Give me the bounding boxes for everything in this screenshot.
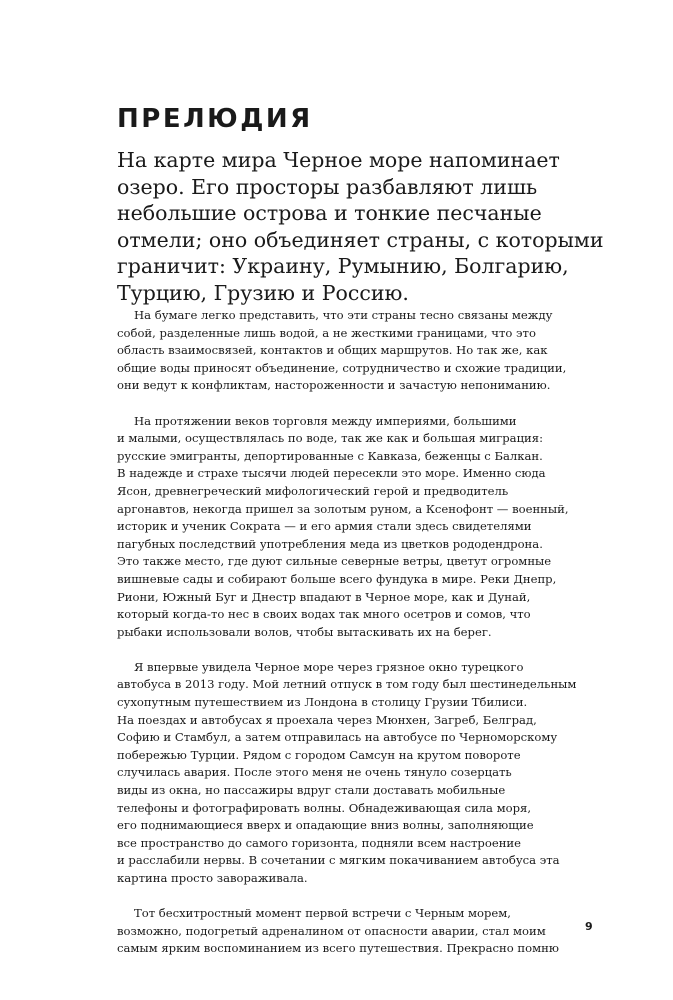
text-line: пагубных последствий употребления меда из цветков рододендрона. xyxy=(117,536,543,551)
text-line: сухопутным путешествием из Лондона в столицу Грузии Тбилиси. xyxy=(117,695,528,710)
text-line: они ведут к конфликтам, настороженности и зачастую непониманию. xyxy=(117,378,551,393)
text-line: область взаимосвязей, контактов и общих маршрутов. Но так же, как xyxy=(117,343,548,358)
text-line: На протяжении веков торговля между империями, большими xyxy=(134,413,517,428)
lead-line: озеро. Его просторы разбавляют лишь xyxy=(117,174,538,199)
text-line: Риони, Южный Буг и Днестр впадают в Черное море, как и Дунай, xyxy=(117,589,531,604)
body-text xyxy=(117,307,587,976)
text-line: аргонавтов, некогда пришел за золотым руном, а Ксенофонт — военный, xyxy=(117,501,569,516)
paragraph-3 xyxy=(117,659,587,888)
text-line: случилась авария. После этого меня не очень тянуло созерцать xyxy=(117,765,512,780)
text-line: рыбаки использовали волов, чтобы вытаскивать их на берег. xyxy=(117,624,492,639)
text-line: Ясон, древнегреческий мифологический герой и предводитель xyxy=(117,483,509,498)
text-line: В надежде и страхе тысячи людей пересекли это море. Именно сюда xyxy=(117,466,546,481)
text-line: все пространство до самого горизонта, подняли всем настроение xyxy=(117,835,522,850)
paragraph-2 xyxy=(117,413,587,642)
text-line: На бумаге легко представить, что эти страны тесно связаны между xyxy=(134,308,553,322)
text-line: который когда-то нес в своих водах так много осетров и сомов, что xyxy=(117,607,531,622)
lead-paragraph xyxy=(117,147,604,307)
chapter-heading: ПРЕЛЮДИЯ xyxy=(117,104,313,134)
text-line: Это также место, где дуют сильные северные ветры, цветут огромные xyxy=(117,554,552,569)
text-line: Я впервые увидела Черное море через грязное окно турецкого xyxy=(134,659,524,674)
text-line: самым ярким воспоминанием из всего путешествия. Прекрасно помню xyxy=(117,941,559,956)
lead-line: отмели; оно объединяет страны, с которыми xyxy=(117,227,604,252)
lead-line: На карте мира Черное море напоминает xyxy=(117,148,560,172)
text-line: его поднимающиеся вверх и опадающие вниз волны, заполняющие xyxy=(117,818,534,833)
text-line: собой, разделенные лишь водой, а не жесткими границами, что это xyxy=(117,325,536,340)
text-line: Софию и Стамбул, а затем отправилась на автобусе по Черноморскому xyxy=(117,730,558,745)
text-line: историк и ученик Сократа — и его армия стали здесь свидетелями xyxy=(117,519,532,534)
text-line: телефоны и фотографировать волны. Обнадеживающая сила моря, xyxy=(117,800,532,815)
text-line: автобуса в 2013 году. Мой летний отпуск в том году был шестинедельным xyxy=(117,677,577,692)
lead-line: Турцию, Грузию и Россию. xyxy=(117,280,409,305)
text-line: На поездах и автобусах я проехала через Мюнхен, Загреб, Белград, xyxy=(117,712,537,727)
lead-line: граничит: Украину, Румынию, Болгарию, xyxy=(117,254,569,279)
text-line: русские эмигранты, депортированные с Кавказа, беженцы с Балкан. xyxy=(117,448,543,463)
text-line: общие воды приносят объединение, сотрудничество и схожие традиции, xyxy=(117,360,567,375)
text-line: возможно, подогретый адреналином от опасности аварии, стал моим xyxy=(117,923,546,938)
text-line: виды из окна, но пассажиры вдруг стали доставать мобильные xyxy=(117,783,506,798)
text-line: картина просто завораживала. xyxy=(117,871,308,885)
text-line: побережью Турции. Рядом с городом Самсун на крутом повороте xyxy=(117,747,521,762)
lead-line: небольшие острова и тонкие песчаные xyxy=(117,201,542,226)
text-line: и расслабили нервы. В сочетании с мягким покачиванием автобуса эта xyxy=(117,853,560,868)
paragraph-1 xyxy=(117,307,587,395)
text-line: Тот бесхитростный момент первой встречи с Черным морем, xyxy=(134,906,511,921)
page-number: 9 xyxy=(585,920,593,933)
text-line: и малыми, осуществлялась по воде, так же как и большая миграция: xyxy=(117,431,543,446)
text-line: вишневые сады и собирают больше всего фундука в мире. Реки Днепр, xyxy=(117,571,557,586)
paragraph-4 xyxy=(117,905,587,958)
